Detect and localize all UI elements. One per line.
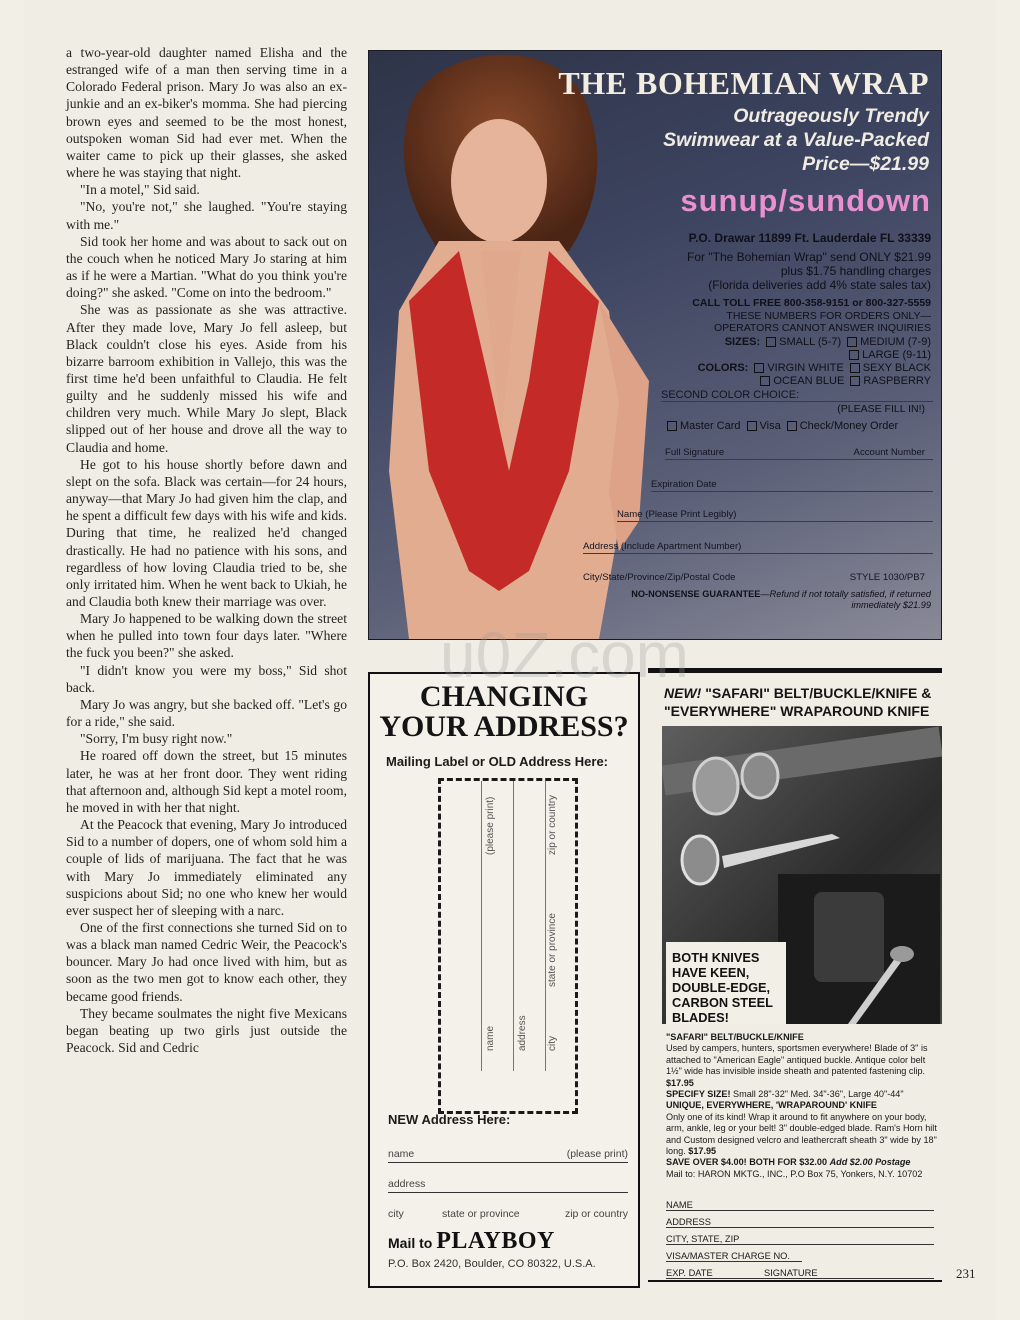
watermark: u0Z.com [440,619,689,691]
signature-field[interactable] [665,447,933,460]
order-line: For "The Bohemian Wrap" send ONLY $21.99 [687,250,931,264]
knife-copy [666,1032,940,1180]
knife-photo [662,726,942,1024]
wrap-body: Only one of its kind! Wrap it around to fit anywhere on your body, arm, ankle, leg or your belt! 3" double-edged blade. Ram's Horn hilt and Custom designed velcro and leathercraft sheath 3" wide by 18" long. [666,1111,937,1157]
payment-checkbox[interactable] [667,421,677,431]
mailing-label-area[interactable] [438,778,578,1114]
label-field: state or province [547,913,558,987]
specify-label: SPECIFY SIZE! [666,1089,731,1100]
safari-body: Used by campers, hunters, sportsmen everywhere! Blade of 3" is attached to "American Eagle" antiqued buckle. Antique color belt 1½" wide has invisible inside sheath and patented fastening clip. [666,1043,928,1077]
ad-tagline: Outrageously Trendy [733,105,929,127]
state-label: state or province [442,1208,520,1220]
size-checkbox[interactable] [847,337,857,347]
signature-label: SIGNATURE [764,1268,818,1278]
postage: Add $2.00 Postage [829,1157,911,1168]
style-number: STYLE 1030/PB7 [849,572,925,583]
playboy-logo: PLAYBOY [436,1228,555,1254]
change-of-address-card [368,672,640,1288]
size-option: SMALL (5-7) [779,336,842,348]
label-line [545,781,546,1071]
safari-price: $17.95 [666,1077,694,1088]
order-card-field[interactable]: VISA/MASTER CHARGE NO. [666,1251,802,1262]
article-paragraph: Mary Jo happened to be walking down the street when he pulled into town four days later. "Where the fuck you been?" she asked. [66,611,347,661]
article-paragraph: They became soulmates the night five Mexicans began beating up two girls just outside the Peacock. Sid and Cedric [66,1005,347,1056]
city-label: city [388,1208,404,1220]
city-field[interactable] [583,572,933,584]
card-title-line: CHANGING [419,680,589,713]
size-option: MEDIUM (7-9) [860,336,931,348]
label-field: (please print) [485,796,496,855]
mail-to-label: Mail to [388,1235,433,1251]
article-paragraph: Mary Jo was angry, but she backed off. "Let's go for a ride," she said. [66,696,347,730]
phone-line: THESE NUMBERS FOR ORDERS ONLY— [726,310,931,322]
article-paragraph: At the Peacock that evening, Mary Jo introduced Sid to a number of dopers, one of whom sold him a couple of lids of marijuana. The fact that he was with Mary Jo immediately eliminated any suspicions about Sid; no one who knew her would ever suspect her of sleeping with a narc. [66,817,347,918]
article-paragraph: One of the first connections she turned Sid on to was a black man named Cedric Weir, the Peacock's bouncer. Mary Jo had once lived with him, but as soon as the two men got to know each other, they became good friends. [66,919,347,1004]
card-title-line: YOUR ADDRESS? [379,710,629,743]
order-name-field[interactable]: NAME [666,1200,934,1211]
po-box: P.O. Box 2420, Boulder, CO 80322, U.S.A. [388,1258,596,1270]
article-paragraph: She was as passionate as she was attractive. After they made love, Mary Jo fell asleep, but Black couldn't close his eyes. Aside from his bizarre barroom exhibition in Vallejo, this was the first time he'd been unfaithful to Claudia. He felt guilty and he suddenly missed his wife and children very much. While Mary Jo slept, Black slipped out of her house and drove all the way to Claudia and home. [66,302,347,455]
new-label: NEW! [664,685,702,701]
colors-row [698,362,931,374]
name-field[interactable] [617,509,933,522]
article-paragraph: "In a motel," Sid said. [80,182,200,198]
label-field: city [547,1036,558,1051]
brand-logo: sunup/sundown [680,183,931,218]
mail-to [388,1228,555,1255]
expiration-field[interactable] [651,479,933,492]
color-checkbox[interactable] [850,376,860,386]
order-address-field[interactable]: ADDRESS [666,1217,934,1228]
colors-label: COLORS: [697,362,749,374]
article-paragraph: Sid took her home and was about to sack out on the couch when he noticed Mary Jo staring at him as if he were a Martian. "What do you think you're doing?" she asked. "Come on into the bedroom." [66,233,347,301]
phone-line: OPERATORS CANNOT ANSWER INQUIRIES [713,322,931,334]
please-print-label: (please print) [566,1148,628,1160]
order-exp-row[interactable] [666,1268,934,1279]
rule-divider [648,1280,942,1282]
payment-option: Check/Money Order [799,420,899,432]
payment-checkbox[interactable] [747,421,757,431]
address-label: address [388,1178,426,1190]
mail-to-address: Mail to: HARON MKTG., INC., P.O Box 75, Yonkers, N.Y. 10702 [666,1168,923,1179]
article-paragraph: a two-year-old daughter named Elisha and the estranged wife of a man then serving time in a Colorado Federal prison. Mary Jo was also an ex-junkie and an ex-biker's momma. She had piercing brown eyes and seemed to be the most honest, outspoken woman Sid had ever met. When the waiter came to pick up their glasses, she asked where he was staying that night. [66,45,347,181]
order-address: P.O. Drawar 11899 Ft. Lauderdale FL 33339 [688,231,931,245]
sizes-label: SIZES: [724,336,761,348]
address-field[interactable] [583,541,933,554]
article-paragraph: He roared off down the street, but 15 minutes later, he was at her front door. They went riding that afternoon and, although Sid kept a motel room, he moved in with her that night. [66,748,347,815]
name-label: Name (Please Print Legibly) [617,509,737,520]
city-label: City/State/Province/Zip/Postal Code [583,572,736,583]
label-field: address [517,1015,528,1051]
expiration-label: Expiration Date [651,479,717,490]
label-field: zip or country [547,794,558,855]
payment-option: Visa [759,420,781,432]
article-paragraph: "I didn't know you were my boss," Sid shot back. [66,662,347,695]
exp-label: EXP. DATE [666,1268,713,1278]
blades-callout: BOTH KNIVES HAVE KEEN, DOUBLE-EDGE, CARBON STEEL BLADES! [666,942,786,1024]
second-color-field[interactable]: SECOND COLOR CHOICE: [661,389,933,402]
color-checkbox[interactable] [760,376,770,386]
ad-title: THE BOHEMIAN WRAP [558,65,929,101]
wrap-title: UNIQUE, EVERYWHERE, 'WRAPAROUND' KNIFE [666,1100,877,1111]
size-checkbox[interactable] [766,337,776,347]
order-city-field[interactable]: CITY, STATE, ZIP [666,1234,934,1245]
save-offer: SAVE OVER $4.00! BOTH FOR $32.00 [666,1157,828,1168]
safari-title: "SAFARI" BELT/BUCKLE/KNIFE [666,1032,804,1042]
color-checkbox[interactable] [754,363,764,373]
payment-option: Master Card [680,420,741,432]
order-line: (Florida deliveries add 4% state sales tax) [708,278,931,292]
phone-line: CALL TOLL FREE 800-358-9151 or 800-327-5559 [692,297,931,309]
name-label: name [388,1148,415,1160]
payment-row [661,420,898,432]
article-paragraph: "No, you're not," she laughed. "You're staying with me." [66,199,347,232]
size-option: LARGE (9-11) [862,349,931,361]
label-line [481,781,482,1071]
new-address-field[interactable] [388,1178,628,1193]
guarantee-bold: NO-NONSENSE GUARANTEE [631,589,761,599]
rule-divider [648,668,942,673]
specify-sizes: Small 28"-32" Med. 34"-36", Large 40"-44" [733,1089,904,1100]
knife-headline [664,684,940,720]
size-checkbox[interactable] [849,350,859,360]
guarantee-line: immediately $21.99 [851,600,931,610]
guarantee-text: —Refund if not totally satisfied, if returned [760,589,931,599]
color-checkbox[interactable] [850,363,860,373]
headline-text: "SAFARI" BELT/BUCKLE/KNIFE & "EVERYWHERE" WRAPAROUND KNIFE [664,685,932,719]
account-label: Account Number [853,447,925,458]
color-option: RASPBERRY [863,375,931,387]
fill-in-note: (PLEASE FILL IN!) [837,403,925,415]
article-paragraph: "Sorry, I'm busy right now." [80,731,233,747]
new-address-heading: NEW Address Here: [388,1112,511,1127]
order-line: plus $1.75 handling charges [780,264,931,278]
safari-knife-ad [648,668,942,1282]
mailing-label-instruction: Mailing Label or OLD Address Here: [386,754,609,769]
payment-checkbox[interactable] [787,421,797,431]
signature-label: Full Signature [665,447,725,458]
ad-tagline: Price—$21.99 [802,153,929,175]
ad-tagline: Swimwear at a Value-Packed [663,129,929,151]
article-column [66,44,347,1056]
address-label: Address (Include Apartment Number) [583,541,742,552]
new-name-field[interactable] [388,1148,628,1163]
article-paragraph: He got to his house shortly before dawn and slept on the sofa. Black was certain—for 24 hours, anyway—that Mary Jo had given him the clap, and he spent a difficult few days with his wife and kids. During that time, he realized he'd changed drastically. He had no patience with his sons, and regardless of how loving Claudia tried to be, she only irritated him. When he went back to Ukiah, he and Claudia both knew their marriage was over. [66,456,347,609]
sizes-row [843,349,931,361]
bohemian-wrap-ad [368,50,942,640]
sizes-row [725,336,931,348]
zip-label: zip or country [564,1208,628,1220]
guarantee [631,589,931,599]
color-option: SEXY BLACK [862,362,931,374]
label-field: name [485,1025,496,1051]
new-city-field[interactable] [388,1208,628,1222]
color-option: VIRGIN WHITE [767,362,844,374]
wraparound-knife-photo [778,874,940,1024]
page-number: 231 [956,1266,976,1281]
color-option: OCEAN BLUE [773,375,845,387]
wrap-price: $17.95 [688,1146,717,1157]
colors-row [754,375,931,387]
label-line [513,781,514,1071]
